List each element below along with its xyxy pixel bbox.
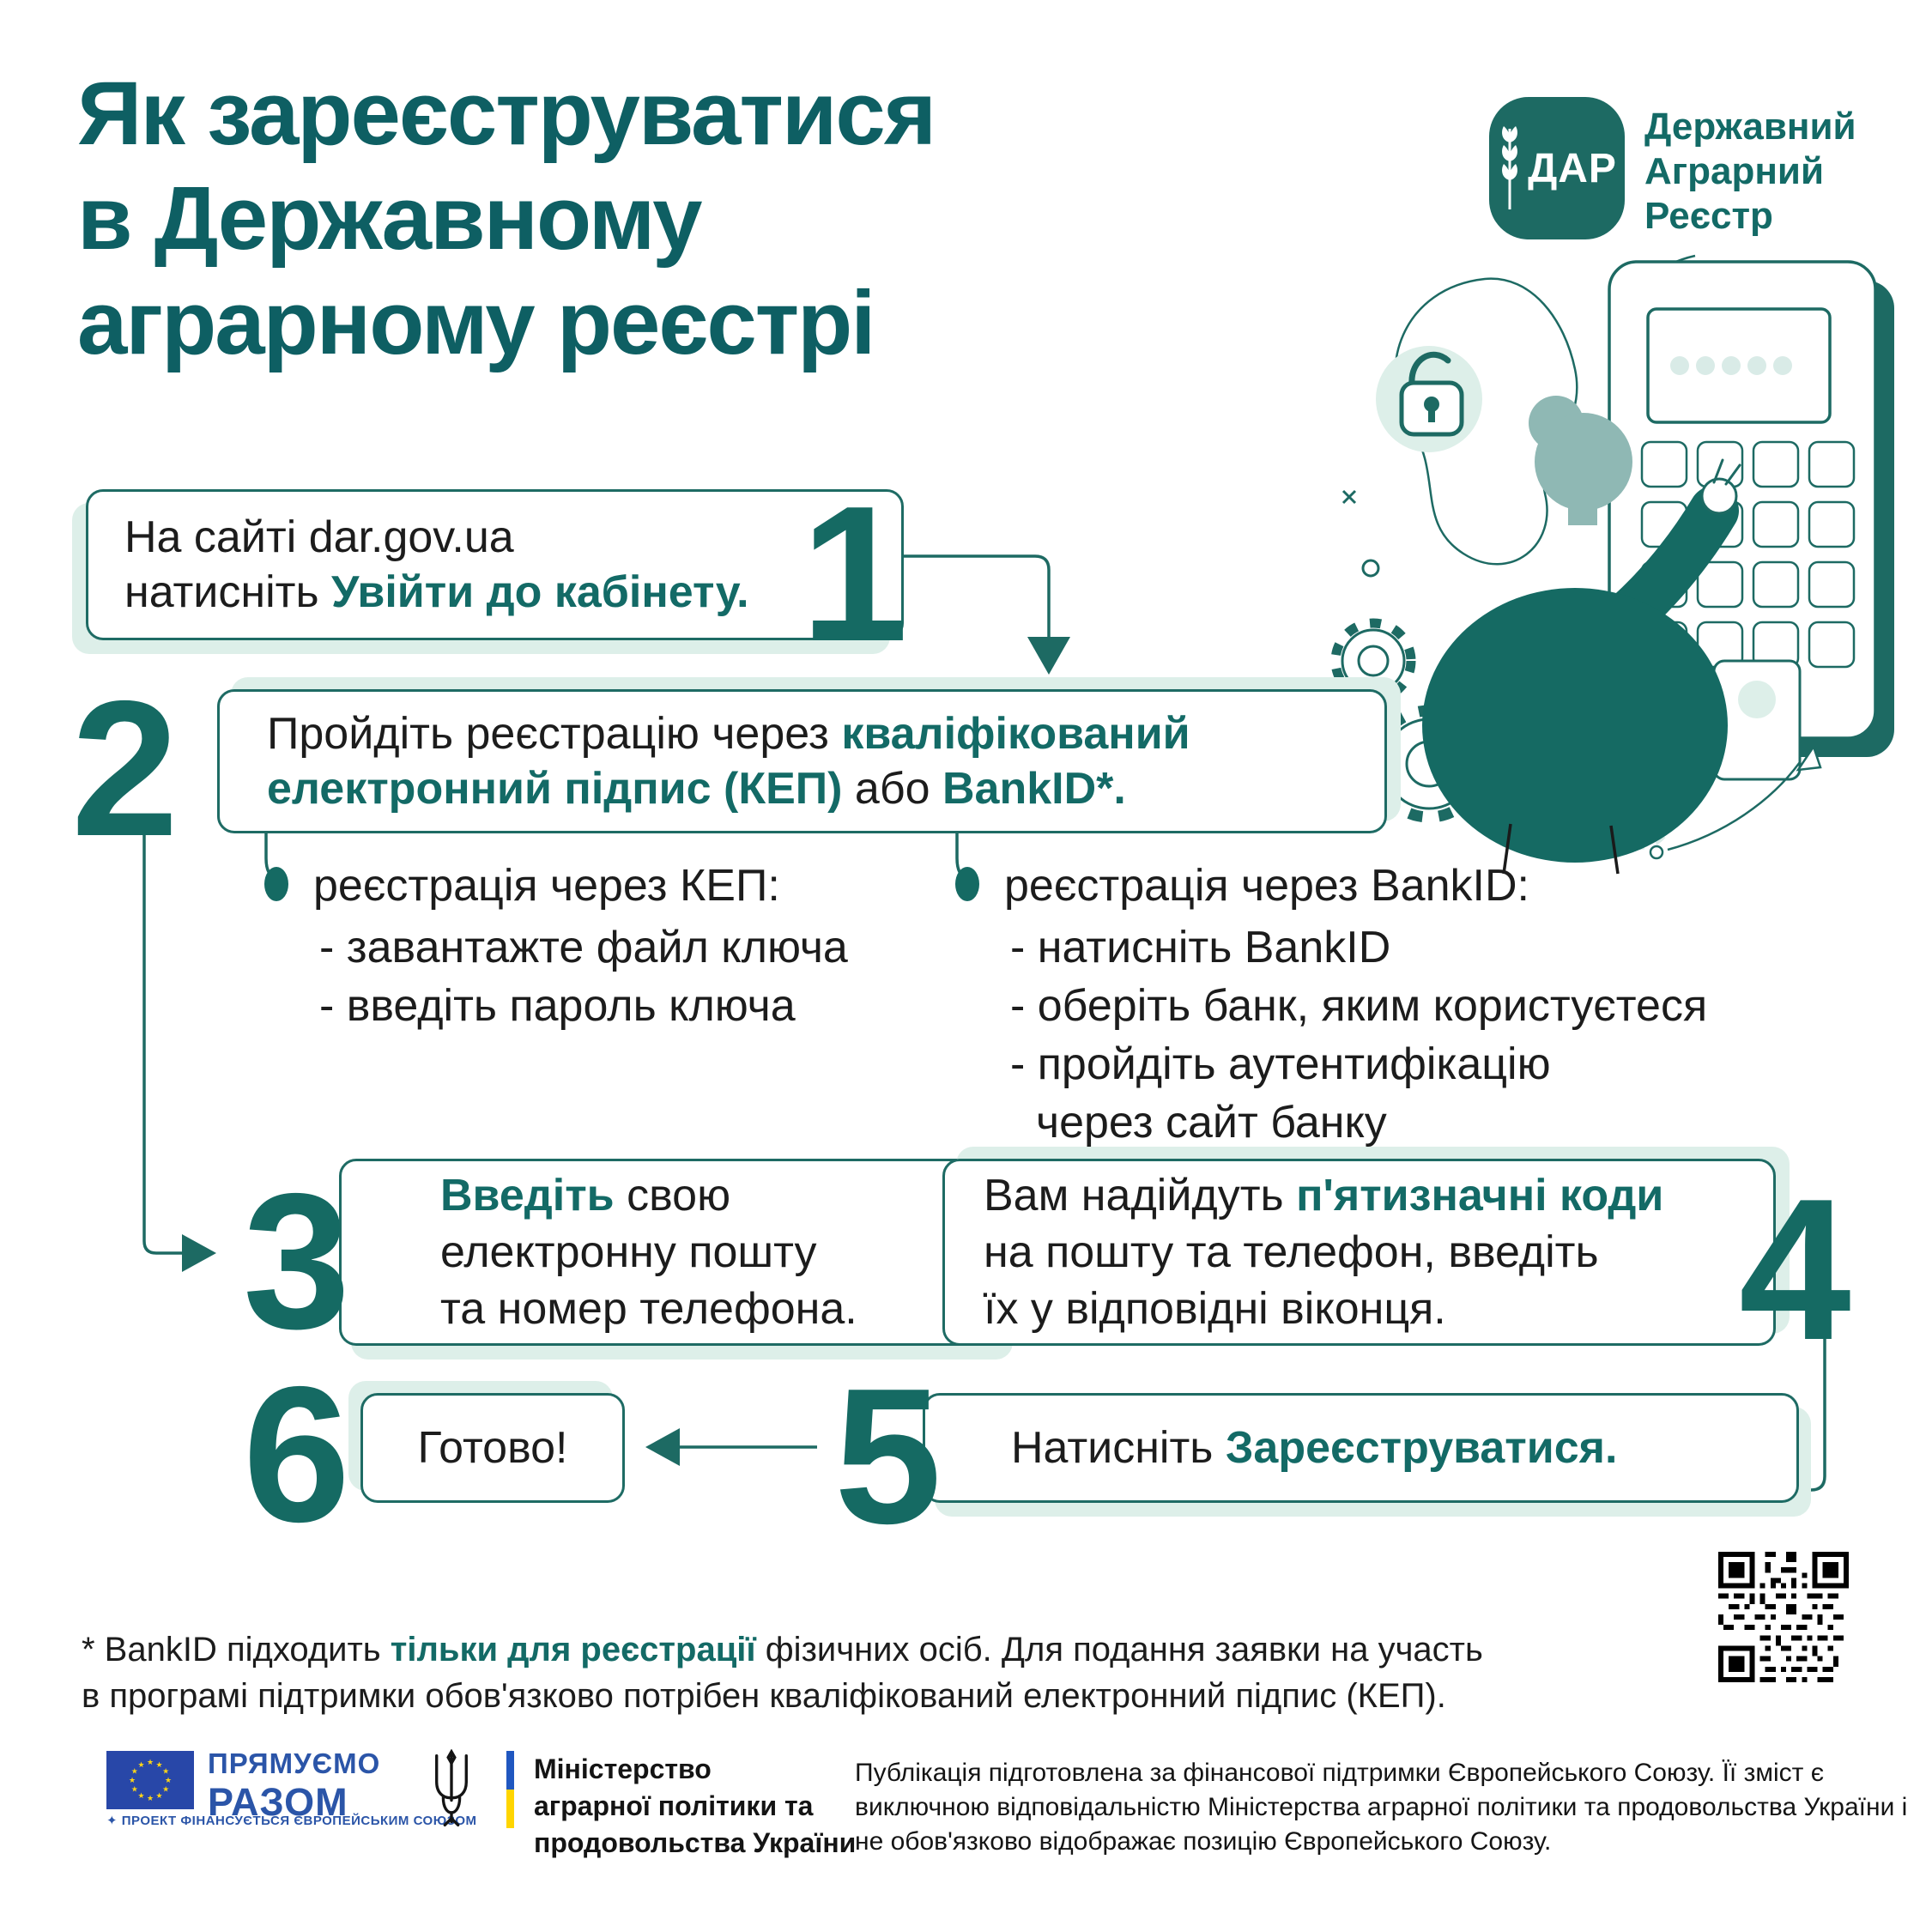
dar-logo-abbr: ДАР [1528, 145, 1617, 191]
step5-box [923, 1393, 1799, 1503]
eu-disclaimer-text: Публікація підготовлена за фінансової підтримки Європейського Союзу. Її зміст є виключною відповідальністю Міністерства аграрної політики та продовольства України і не обов'язково відображає позицію Європейського Союзу. [855, 1759, 1908, 1856]
footnote-line2: в програмі підтримки обов'язково потрібен кваліфікований електронний підпис (КЕП). [82, 1677, 1446, 1715]
step6-box [360, 1393, 625, 1503]
eu-funding-caption: ✦ ПРОЕКТ ФІНАНСУЄТЬСЯ ЄВРОПЕЙСЬКИМ СОЮЗОМ [106, 1814, 477, 1828]
dar-logo-name-line: Державний [1644, 106, 1856, 148]
bullet-icon [955, 867, 979, 901]
step4-text-line2: на пошту та телефон, введіть [984, 1227, 1599, 1277]
bankid-list-item: - оберіть банк, яким користуєтеся [1010, 981, 1708, 1031]
step1-box [86, 489, 904, 640]
step5-text: Натисніть Зареєструватися. [1011, 1423, 1618, 1473]
eu-brand-line2: РАЗОМ [208, 1780, 348, 1824]
footnote-line1: * BankID підходить тільки для реєстрації фізичних осіб. Для подання заявки на участь [82, 1631, 1483, 1669]
kep-list-title: реєстрація через КЕП: [313, 861, 780, 911]
arrow-left-icon [645, 1428, 680, 1466]
step4-box [942, 1159, 1776, 1346]
step3-text-line1: Введіть свою [440, 1171, 731, 1220]
arrow-right-icon [182, 1234, 216, 1272]
step3-number: 3 [243, 1153, 346, 1369]
ministry-name-line: продовольства України [534, 1827, 857, 1858]
arrow-down-icon [1027, 637, 1070, 675]
kep-list-item: - завантажте файл ключа [319, 923, 848, 972]
step3-box [339, 1159, 1001, 1346]
svg-text:★: ★ [146, 1795, 154, 1803]
svg-text:★: ★ [130, 1767, 138, 1777]
svg-text:★: ★ [130, 1785, 138, 1795]
step2-box [217, 689, 1387, 833]
eu-brand-line1: ПРЯМУЄМО [208, 1747, 381, 1779]
page-title-line: аграрному реєстрі [77, 273, 875, 373]
svg-text:★: ★ [155, 1760, 163, 1770]
step6-number: 6 [243, 1346, 346, 1562]
bankid-list-item: - пройдіть аутентифікацію через сайт банку [1010, 1039, 1551, 1148]
dar-logo-name-line: Реєстр [1644, 195, 1773, 237]
eu-star-icon: ✦ [106, 1814, 118, 1828]
step4-text-line1: Вам надійдуть п'ятизначні коди [984, 1171, 1664, 1220]
svg-text:★: ★ [155, 1792, 163, 1802]
svg-text:★: ★ [137, 1792, 145, 1802]
step6-text: Готово! [417, 1423, 568, 1473]
bankid-list-item: - натисніть BankID [1010, 923, 1391, 972]
page-title-line: Як зареєструватися [77, 64, 936, 164]
step5-number: 5 [834, 1348, 937, 1564]
svg-text:★: ★ [137, 1760, 145, 1770]
bankid-list-title: реєстрація через BankID: [1004, 861, 1529, 911]
bullet-icon [264, 867, 288, 901]
ministry-name-line: Міністерство [534, 1753, 712, 1784]
step2-number: 2 [71, 660, 174, 876]
svg-text:★: ★ [164, 1777, 173, 1785]
svg-text:★: ★ [146, 1759, 154, 1767]
step3-text-line3: та номер телефона. [440, 1284, 857, 1334]
step1-text-line1: На сайті dar.gov.ua [124, 512, 514, 562]
svg-text:★: ★ [162, 1785, 170, 1795]
step2-text-line2: електронний підпис (КЕП) або BankID*. [267, 764, 1126, 814]
step4-text-line3: їх у відповідні віконця. [984, 1284, 1446, 1334]
step1-text-line2: натисніть Увійти до кабінету. [124, 567, 749, 617]
svg-text:★: ★ [162, 1767, 170, 1777]
step3-text-line2: електронну пошту [440, 1227, 817, 1277]
step2-text-line1: Пройдіть реєстрацію через кваліфікований [267, 709, 1190, 759]
kep-list-item: - введіть пароль ключа [319, 981, 796, 1031]
dar-logo-name-line: Аграрний [1644, 150, 1824, 192]
ministry-name-line: аграрної політики та [534, 1790, 814, 1821]
step1-number: 1 [801, 465, 904, 681]
svg-text:★: ★ [128, 1777, 136, 1785]
page-title-line: в Державному [77, 168, 701, 269]
step4-number: 4 [1739, 1156, 1846, 1382]
